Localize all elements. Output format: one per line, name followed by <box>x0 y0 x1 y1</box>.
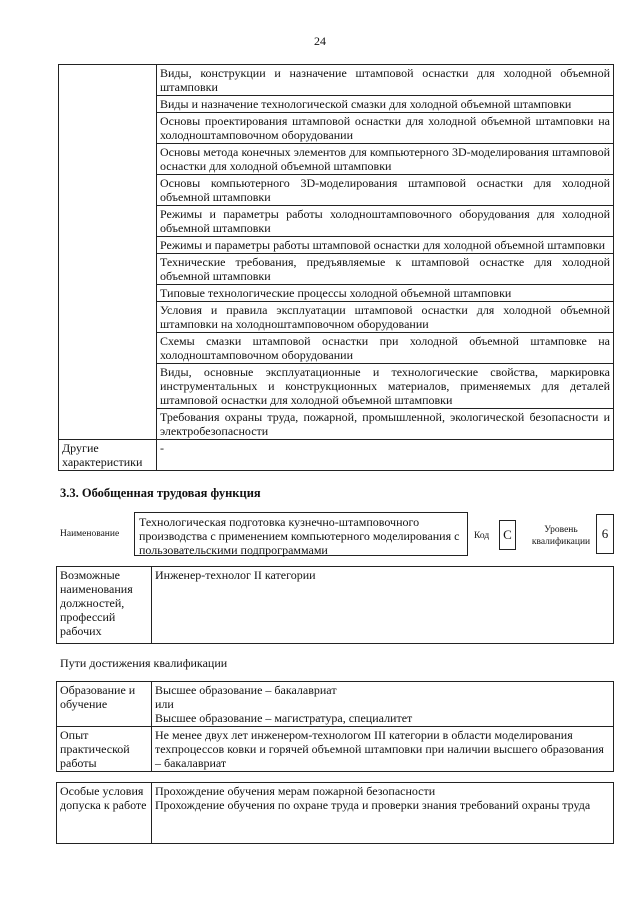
table-row <box>57 567 614 644</box>
qualification-paths-table <box>56 681 614 772</box>
other-characteristics-value: - <box>157 440 614 471</box>
function-name-value: Технологическая подготовка кузнечно-штамповочного производства с применением компьютерного моделирования с пользовательскими подпрограммами <box>134 512 468 556</box>
section-heading: 3.3. Обобщенная трудовая функция <box>60 486 261 500</box>
positions-value: Инженер-технолог II категории <box>152 567 614 644</box>
education-line: Высшее образование – магистратура, специалитет <box>155 711 413 725</box>
knowledge-item: Схемы смазки штамповой оснастки при холодной объемной штамповке на холодноштамповочном оборудовании <box>157 333 614 364</box>
table-row <box>57 727 614 772</box>
empty-label-cell <box>59 65 157 440</box>
positions-table <box>56 566 614 644</box>
table-row <box>57 682 614 727</box>
page-number: 24 <box>314 34 326 48</box>
level-label: Уровень квалификации <box>531 525 591 547</box>
special-conditions-line: Прохождение обучения мерам пожарной безопасности <box>155 784 436 798</box>
knowledge-item: Основы компьютерного 3D-моделирования штамповой оснастки для холодной объемной штамповки <box>157 175 614 206</box>
other-characteristics-label: Другие характеристики <box>59 440 157 471</box>
knowledge-item: Основы метода конечных элементов для компьютерного 3D-моделирования штамповой оснастки для холодной объемной штамповки <box>157 144 614 175</box>
education-line: или <box>155 697 174 711</box>
level-value: 6 <box>596 514 614 554</box>
special-conditions-table <box>56 782 614 844</box>
positions-label: Возможные наименования должностей, профессий рабочих <box>57 567 152 644</box>
name-label: Наименование <box>60 529 120 539</box>
table-row <box>59 65 614 96</box>
table-row <box>57 783 614 844</box>
experience-label: Опыт практической работы <box>57 727 152 772</box>
knowledge-item: Режимы и параметры работы холодноштамповочного оборудования для холодной объемной штамповки <box>157 206 614 237</box>
knowledge-item: Режимы и параметры работы штамповой оснастки для холодной объемной штамповки <box>157 237 614 254</box>
special-conditions-value <box>152 783 614 844</box>
table-row <box>59 440 614 471</box>
paths-title: Пути достижения квалификации <box>60 656 228 670</box>
knowledge-item: Виды, основные эксплуатационные и технологические свойства, маркировка инструментальных и конструкционных материалов, применяемых для деталей штамповой оснастки для холодной объемной штамповки <box>157 364 614 409</box>
knowledge-item: Виды и назначение технологической смазки для холодной объемной штамповки <box>157 96 614 113</box>
code-label: Код <box>474 531 490 541</box>
knowledge-item: Виды, конструкции и назначение штамповой оснастки для холодной объемной штамповки <box>157 65 614 96</box>
experience-value: Не менее двух лет инженером-технологом III категории в области моделирования техпроцессов ковки и горячей объемной штамповки при наличии высшего образования – бакалавриат <box>152 727 614 772</box>
knowledge-item: Условия и правила эксплуатации штамповой оснастки для холодной объемной штамповки на холодноштамповочном оборудовании <box>157 302 614 333</box>
special-conditions-line: Прохождение обучения по охране труда и проверки знания требований охраны труда <box>155 798 591 812</box>
education-line: Высшее образование – бакалавриат <box>155 683 337 697</box>
knowledge-item: Типовые технологические процессы холодной объемной штамповки <box>157 285 614 302</box>
special-conditions-label: Особые условия допуска к работе <box>57 783 152 844</box>
knowledge-item: Требования охраны труда, пожарной, промышленной, экологической безопасности и электробезопасности <box>157 409 614 440</box>
knowledge-item: Технические требования, предъявляемые к штамповой оснастке для холодной объемной штамповки <box>157 254 614 285</box>
education-value <box>152 682 614 727</box>
education-label: Образование и обучение <box>57 682 152 727</box>
knowledge-table <box>58 64 614 471</box>
knowledge-item: Основы проектирования штамповой оснастки для холодной объемной штамповки на холодноштамповочном оборудовании <box>157 113 614 144</box>
code-value: C <box>499 520 516 550</box>
